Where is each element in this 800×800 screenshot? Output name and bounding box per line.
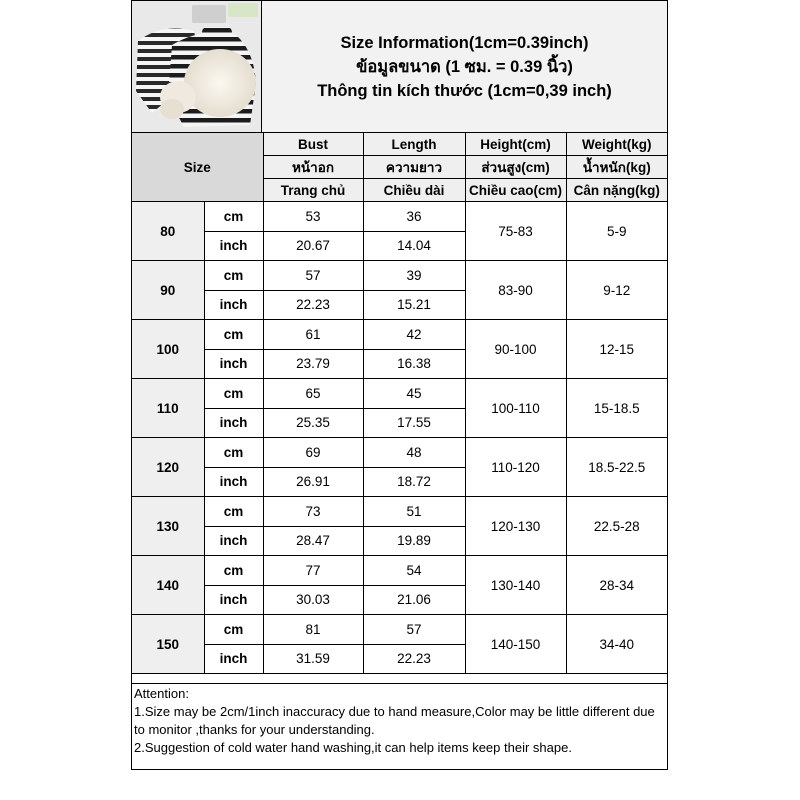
length-inch: 15.21: [363, 290, 465, 320]
unit-inch: inch: [204, 290, 263, 320]
weight-range: 18.5-22.5: [566, 438, 667, 497]
bust-cm: 69: [263, 438, 363, 468]
size-value: 100: [132, 320, 204, 379]
bust-inch: 30.03: [263, 585, 363, 615]
weight-range: 22.5-28: [566, 497, 667, 556]
table-row: [132, 379, 667, 409]
col-weight-th: น้ำหนัก(kg): [566, 156, 667, 179]
weight-range: 28-34: [566, 556, 667, 615]
length-cm: 45: [363, 379, 465, 409]
size-chart: [131, 0, 668, 770]
length-cm: 36: [363, 202, 465, 232]
table-row: [132, 556, 667, 586]
bust-inch: 22.23: [263, 290, 363, 320]
weight-range: 12-15: [566, 320, 667, 379]
unit-cm: cm: [204, 615, 263, 645]
bust-cm: 77: [263, 556, 363, 586]
length-inch: 22.23: [363, 644, 465, 674]
unit-inch: inch: [204, 644, 263, 674]
unit-inch: inch: [204, 467, 263, 497]
bust-inch: 20.67: [263, 231, 363, 261]
unit-inch: inch: [204, 585, 263, 615]
table-row: [132, 320, 667, 350]
col-length-vi: Chiều dài: [363, 179, 465, 202]
bust-cm: 57: [263, 261, 363, 291]
unit-cm: cm: [204, 556, 263, 586]
size-value: 140: [132, 556, 204, 615]
height-range: 110-120: [465, 438, 566, 497]
col-length-en: Length: [363, 133, 465, 156]
size-table: [132, 133, 667, 674]
length-cm: 54: [363, 556, 465, 586]
bust-cm: 81: [263, 615, 363, 645]
unit-cm: cm: [204, 379, 263, 409]
col-bust-en: Bust: [263, 133, 363, 156]
length-inch: 19.89: [363, 526, 465, 556]
title-vietnamese: Thông tin kích thước (1cm=0,39 inch): [317, 81, 612, 100]
col-bust-vi: Trang chủ: [263, 179, 363, 202]
height-range: 130-140: [465, 556, 566, 615]
length-cm: 57: [363, 615, 465, 645]
unit-cm: cm: [204, 438, 263, 468]
product-photo: [132, 1, 262, 132]
col-weight-vi: Cân nặng(kg): [566, 179, 667, 202]
col-bust-th: หน้าอก: [263, 156, 363, 179]
length-cm: 42: [363, 320, 465, 350]
height-range: 100-110: [465, 379, 566, 438]
fleece-lining: [184, 49, 256, 117]
notes-line-2: 2.Suggestion of cold water hand washing,it can help items keep their shape.: [134, 740, 572, 755]
weight-range: 9-12: [566, 261, 667, 320]
bust-inch: 23.79: [263, 349, 363, 379]
unit-inch: inch: [204, 231, 263, 261]
col-height-en: Height(cm): [465, 133, 566, 156]
length-inch: 21.06: [363, 585, 465, 615]
attention-notes: [132, 683, 667, 769]
title-thai: ข้อมูลขนาด (1 ซม. = 0.39 นิ้ว): [356, 57, 573, 76]
unit-inch: inch: [204, 526, 263, 556]
table-row: [132, 202, 667, 232]
title-english: Size Information(1cm=0.39inch): [340, 33, 589, 52]
weight-range: 34-40: [566, 615, 667, 674]
notes-heading: Attention:: [134, 686, 189, 701]
bust-cm: 53: [263, 202, 363, 232]
col-height-th: ส่วนสูง(cm): [465, 156, 566, 179]
title-box: [262, 1, 667, 132]
height-range: 120-130: [465, 497, 566, 556]
length-inch: 16.38: [363, 349, 465, 379]
chart-header: [132, 1, 667, 133]
notes-line-1: 1.Size may be 2cm/1inch inaccuracy due to hand measure,Color may be little different due to monitor ,thanks for your understanding.: [134, 704, 655, 737]
length-cm: 51: [363, 497, 465, 527]
unit-inch: inch: [204, 349, 263, 379]
bust-inch: 28.47: [263, 526, 363, 556]
col-weight-en: Weight(kg): [566, 133, 667, 156]
length-inch: 14.04: [363, 231, 465, 261]
length-inch: 18.72: [363, 467, 465, 497]
bust-inch: 25.35: [263, 408, 363, 438]
table-row: [132, 615, 667, 645]
size-value: 110: [132, 379, 204, 438]
height-range: 83-90: [465, 261, 566, 320]
unit-cm: cm: [204, 261, 263, 291]
unit-cm: cm: [204, 320, 263, 350]
table-row: [132, 438, 667, 468]
size-value: 90: [132, 261, 204, 320]
size-value: 150: [132, 615, 204, 674]
length-cm: 39: [363, 261, 465, 291]
size-value: 80: [132, 202, 204, 261]
length-cm: 48: [363, 438, 465, 468]
height-range: 90-100: [465, 320, 566, 379]
table-row: [132, 497, 667, 527]
length-inch: 17.55: [363, 408, 465, 438]
size-value: 130: [132, 497, 204, 556]
sweater-image: [132, 1, 262, 132]
size-value: 120: [132, 438, 204, 497]
unit-cm: cm: [204, 202, 263, 232]
bust-cm: 61: [263, 320, 363, 350]
table-row: [132, 261, 667, 291]
unit-cm: cm: [204, 497, 263, 527]
weight-range: 5-9: [566, 202, 667, 261]
bust-cm: 65: [263, 379, 363, 409]
unit-inch: inch: [204, 408, 263, 438]
size-header: Size: [132, 133, 263, 202]
bust-inch: 26.91: [263, 467, 363, 497]
col-length-th: ความยาว: [363, 156, 465, 179]
col-height-vi: Chiều cao(cm): [465, 179, 566, 202]
weight-range: 15-18.5: [566, 379, 667, 438]
bust-inch: 31.59: [263, 644, 363, 674]
height-range: 140-150: [465, 615, 566, 674]
height-range: 75-83: [465, 202, 566, 261]
bust-cm: 73: [263, 497, 363, 527]
